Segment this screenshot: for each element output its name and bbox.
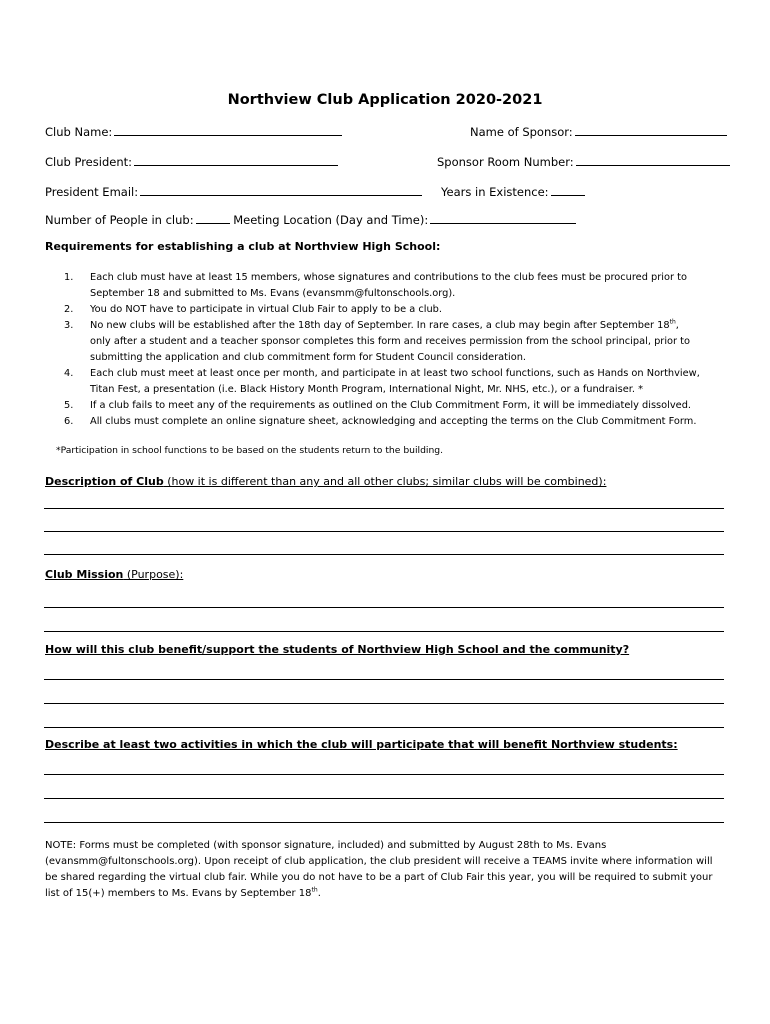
club-name-blank[interactable]	[114, 125, 342, 136]
item-text: No new clubs will be established after the 18th day of September. In rare cases, a club may begin after September 18	[90, 320, 670, 331]
activities-line-3[interactable]	[44, 822, 724, 823]
mission-line-1[interactable]	[44, 607, 724, 608]
list-item	[60, 302, 700, 318]
sponsor-room-label: Sponsor Room Number:	[437, 155, 574, 169]
mission-heading	[45, 568, 183, 581]
list-item	[60, 270, 700, 302]
requirements-list	[60, 270, 700, 430]
president-email-label: President Email:	[45, 185, 139, 199]
list-item	[60, 318, 700, 366]
note-paragraph	[45, 838, 727, 902]
item-number: 6.	[64, 416, 74, 427]
people-location-row	[45, 213, 576, 227]
mission-subtitle: (Purpose):	[123, 568, 184, 581]
item-text: Each club must meet at least once per month, and participate in at least two school functions, such as Hands on Northview, Titan Fest, a presentation (i.e. Black History Month Program, International Night, Mr. NHS, etc.), or a fundraiser. *	[90, 368, 700, 395]
item-text-cont: , only after a student and a teacher sponsor completes this form and receives permission from the school principal, prior to submitting the application and club commitment form for Student Council consideration.	[90, 320, 691, 363]
meeting-location-blank[interactable]	[430, 213, 576, 224]
note-text: NOTE: Forms must be completed (with sponsor signature, included) and submitted by August 28th to Ms. Evans (evansmm@fultonschools.org). Upon receipt of club application, the club president will receive a TEAMS invite where information will be shared regarding the virtual club fair. While you do not have to be a part of Club Fair this year, you will be required to submit your list of 15(+) members to Ms. Evans by September 18	[45, 840, 713, 899]
superscript: th	[669, 318, 676, 326]
mission-line-2[interactable]	[44, 631, 724, 632]
years-existence-field	[441, 185, 585, 199]
mission-title: Club Mission	[45, 568, 124, 581]
club-name-label: Club Name:	[45, 125, 113, 139]
sponsor-room-field	[437, 155, 730, 169]
list-item	[60, 366, 700, 398]
item-number: 2.	[64, 304, 74, 315]
description-title: Description of Club	[45, 475, 164, 488]
note-superscript: th	[311, 886, 318, 894]
sponsor-name-field	[470, 125, 727, 139]
item-number: 3.	[64, 320, 74, 331]
club-president-blank[interactable]	[134, 155, 338, 166]
activities-line-1[interactable]	[44, 774, 724, 775]
years-existence-label: Years in Existence:	[441, 185, 549, 199]
num-people-label: Number of People in club:	[45, 213, 194, 227]
footnote: *Participation in school functions to be based on the students return to the building.	[56, 445, 444, 456]
item-text: If a club fails to meet any of the requirements as outlined on the Club Commitment Form, it will be immediately dissolved.	[90, 400, 692, 411]
description-line-3[interactable]	[44, 554, 724, 555]
activities-line-2[interactable]	[44, 798, 724, 799]
list-item	[60, 414, 700, 430]
benefit-line-1[interactable]	[44, 679, 724, 680]
item-text: Each club must have at least 15 members, whose signatures and contributions to the club fees must be procured prior to September 18 and submitted to Ms. Evans (evansmm@fultonschools.org).	[90, 272, 687, 299]
item-text: All clubs must complete an online signature sheet, acknowledging and accepting the terms on the Club Commitment Form.	[90, 416, 697, 427]
sponsor-name-label: Name of Sponsor:	[470, 125, 573, 139]
item-number: 1.	[64, 272, 74, 283]
item-number: 4.	[64, 368, 74, 379]
list-item	[60, 398, 700, 414]
sponsor-room-blank[interactable]	[576, 155, 730, 166]
description-heading	[45, 475, 606, 488]
description-line-1[interactable]	[44, 508, 724, 509]
description-subtitle: (how it is different than any and all other clubs; similar clubs will be combined):	[163, 475, 607, 488]
club-president-field	[45, 155, 338, 169]
activities-heading: Describe at least two activities in which the club will participate that will benefit Northview students:	[45, 738, 678, 751]
meeting-location-label: Meeting Location (Day and Time):	[233, 213, 429, 227]
item-text: You do NOT have to participate in virtual Club Fair to apply to be a club.	[90, 304, 442, 315]
benefit-heading: How will this club benefit/support the students of Northview High School and the community?	[45, 643, 630, 656]
years-existence-blank[interactable]	[551, 185, 585, 196]
president-email-blank[interactable]	[140, 185, 422, 196]
requirements-heading: Requirements for establishing a club at Northview High School:	[45, 240, 441, 253]
club-name-field	[45, 125, 342, 139]
page-title: Northview Club Application 2020-2021	[227, 92, 543, 108]
benefit-line-3[interactable]	[44, 727, 724, 728]
club-president-label: Club President:	[45, 155, 132, 169]
note-text-end: .	[317, 888, 321, 899]
benefit-line-2[interactable]	[44, 703, 724, 704]
item-number: 5.	[64, 400, 74, 411]
num-people-blank[interactable]	[196, 213, 230, 224]
description-line-2[interactable]	[44, 531, 724, 532]
sponsor-name-blank[interactable]	[575, 125, 727, 136]
president-email-field	[45, 185, 422, 199]
